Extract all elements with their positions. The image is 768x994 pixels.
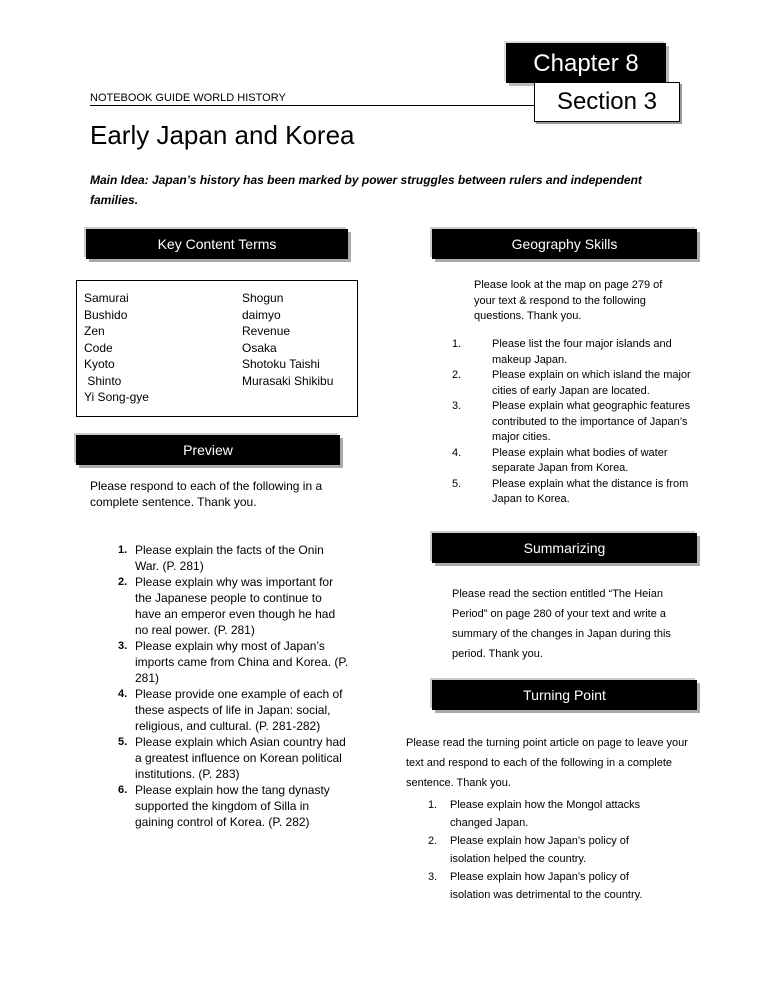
section-label: Section 3 [534,82,680,122]
main-idea: Main Idea: Japan’s history has been marked by power struggles between rulers and independent families. [90,173,642,207]
list-item: 2. Please explain how Japan’s policy of isolation helped the country. [428,835,629,865]
key-term: Shogun [242,291,284,305]
key-term: Shotoku Taishi [242,357,320,371]
list-item: 3. Please explain what geographic features contributed to the importance of Japan’s major cities. [452,400,691,443]
key-term: Code [84,340,113,355]
list-item: 2. Please explain on which island the major cities of early Japan are located. [452,369,691,397]
key-terms-left-column [84,290,149,406]
summarizing-heading: Summarizing [432,533,697,563]
key-term: Zen [84,324,105,338]
geography-heading: Geography Skills [432,229,697,259]
key-terms-box [76,280,358,417]
key-term: Shinto [84,373,122,388]
list-item: 5. Please explain which Asian country had a greatest influence on Korean political institutions. (P. 283) [118,735,346,781]
preview-heading: Preview [76,435,340,465]
list-item: 4. Please explain what bodies of water separate Japan from Korea. [452,446,668,474]
list-item: 6. Please explain how the tang dynasty supported the kingdom of Silla in gaining control of Korea. (P. 282) [118,783,330,829]
list-item: 1. Please explain how the Mongol attacks changed Japan. [428,799,641,829]
key-term: daimyo [242,307,281,322]
key-terms-right-column [242,290,333,389]
turning-point-heading: Turning Point [432,680,697,710]
list-item: 5. Please explain what the distance is from Japan to Korea. [452,477,689,505]
summarizing-text: Please read the section entitled “The Heian Period” on page 280 of your text and write a summary of the changes in Japan during this period. Thank you. [452,588,671,660]
key-term: Osaka [242,340,277,355]
key-term: Revenue [242,324,291,338]
geography-intro: Please look at the map on page 279 of your text & respond to the following questions. Thank you. [474,279,663,322]
list-item: 2. Please explain why was important for the Japanese people to continue to have an emperor even though he had no real power. (P. 281) [118,575,336,637]
key-term: Yi Song-gye [84,390,149,404]
preview-list [118,542,350,830]
list-item: 3. Please explain why most of Japan’s imports came from China and Korea. (P. 281) [118,639,349,685]
list-item: 1. Please explain the facts of the Onin War. (P. 281) [118,543,324,573]
list-item: 4. Please provide one example of each of these aspects of life in Japan: social, religious, and cultural. (P. 281-282) [118,687,343,733]
turning-point-list [420,796,650,904]
geography-list [452,337,692,508]
key-term: Samurai [84,291,129,305]
key-term: Bushido [84,307,128,322]
key-term: Murasaki Shikibu [242,373,334,388]
list-item: 1. Please list the four major islands and makeup Japan. [452,338,672,366]
list-item: 3. Please explain how Japan’s policy of isolation was detrimental to the country. [428,871,643,901]
preview-intro: Please respond to each of the following in a complete sentence. Thank you. [90,479,323,509]
page-title: Early Japan and Korea [90,120,355,150]
turning-point-intro: Please read the turning point article on page to leave your text and respond to each of the following in a complete sentence. Thank you. [406,737,688,789]
chapter-label: Chapter 8 [506,43,666,83]
key-term: Kyoto [84,357,115,371]
notebook-guide-label: NOTEBOOK GUIDE WORLD HISTORY [90,92,540,106]
key-terms-heading: Key Content Terms [86,229,348,259]
